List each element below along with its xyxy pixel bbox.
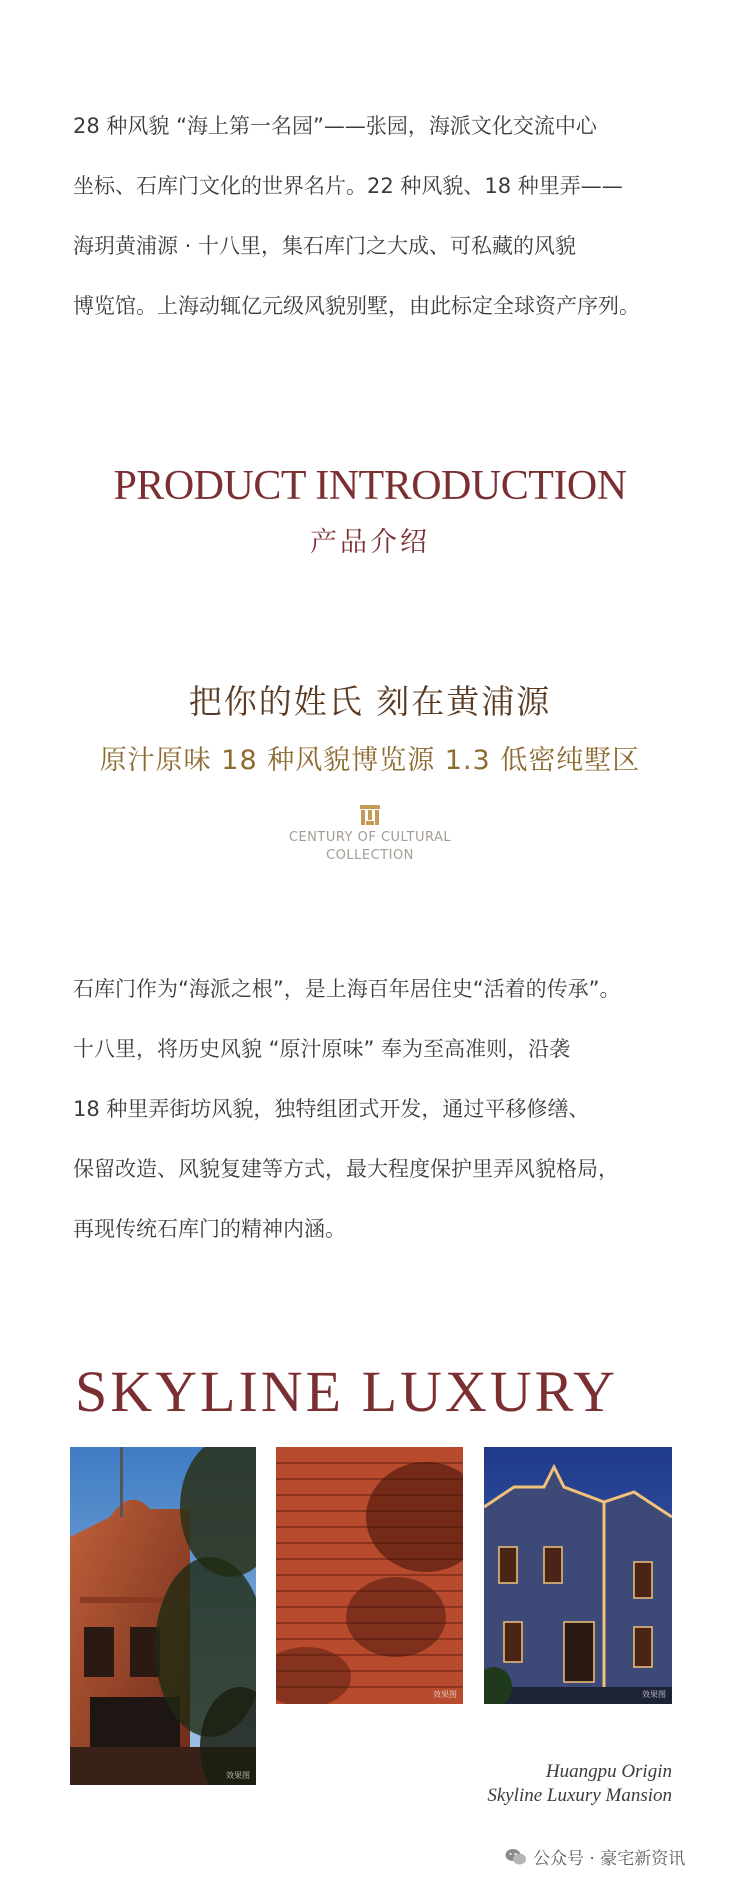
gallery-title: SKYLINE LUXURY [75, 1359, 619, 1424]
body-line-5: 再现传统石库门的精神内涵。 [73, 1217, 346, 1241]
account-watermark [505, 1844, 685, 1869]
body-line-2: 十八里，将历史风貌 “原汁原味” 奉为至高准则，沿袭 [73, 1037, 571, 1061]
body-line-4: 保留改造、风貌复建等方式，最大程度保护里弄风貌格局， [73, 1157, 619, 1181]
photo-brick-wall [276, 1447, 463, 1704]
account-name: 公众号 · 豪宅新资讯 [533, 1849, 686, 1869]
photo-watermark-3: 效果图 [642, 1690, 666, 1699]
photo-brick-building [70, 1447, 256, 1785]
logo-text-line-2: COLLECTION [326, 848, 414, 863]
intro-line-1: 28 种风貌 “海上第一名园”——张园，海派文化交流中心 [73, 114, 597, 138]
headline-primary: 把你的姓氏 刻在黄浦源 [188, 682, 552, 721]
gallery-caption-line-1: Huangpu Origin [545, 1761, 672, 1782]
gallery-caption-line-2: Skyline Luxury Mansion [487, 1785, 672, 1806]
intro-line-4: 博览馆。上海动辄亿元级风貌别墅，由此标定全球资产序列。 [73, 294, 640, 318]
section-title-en: PRODUCT INTRODUCTION [113, 463, 627, 509]
wechat-icon [505, 1848, 527, 1866]
section-title-cn: 产品介绍 [310, 527, 430, 558]
photo-watermark-2: 效果图 [433, 1690, 457, 1699]
body-line-1: 石库门作为“海派之根”，是上海百年居住史“活着的传承”。 [73, 977, 621, 1001]
logo-text-line-1: CENTURY OF CULTURAL [288, 830, 452, 845]
intro-line-3: 海玥黄浦源 · 十八里，集石库门之大成、可私藏的风貌 [73, 234, 577, 258]
photo-watermark-1: 效果图 [226, 1771, 250, 1780]
intro-line-2: 坐标、石库门文化的世界名片。22 种风貌、18 种里弄—— [73, 174, 623, 198]
headline-secondary: 原汁原味 18 种风貌博览源 1.3 低密纯墅区 [99, 745, 641, 776]
body-line-3: 18 种里弄街坊风貌，独特组团式开发，通过平移修缮、 [73, 1097, 590, 1121]
building-logo-icon [359, 804, 381, 826]
photo-lit-facade [484, 1447, 672, 1704]
